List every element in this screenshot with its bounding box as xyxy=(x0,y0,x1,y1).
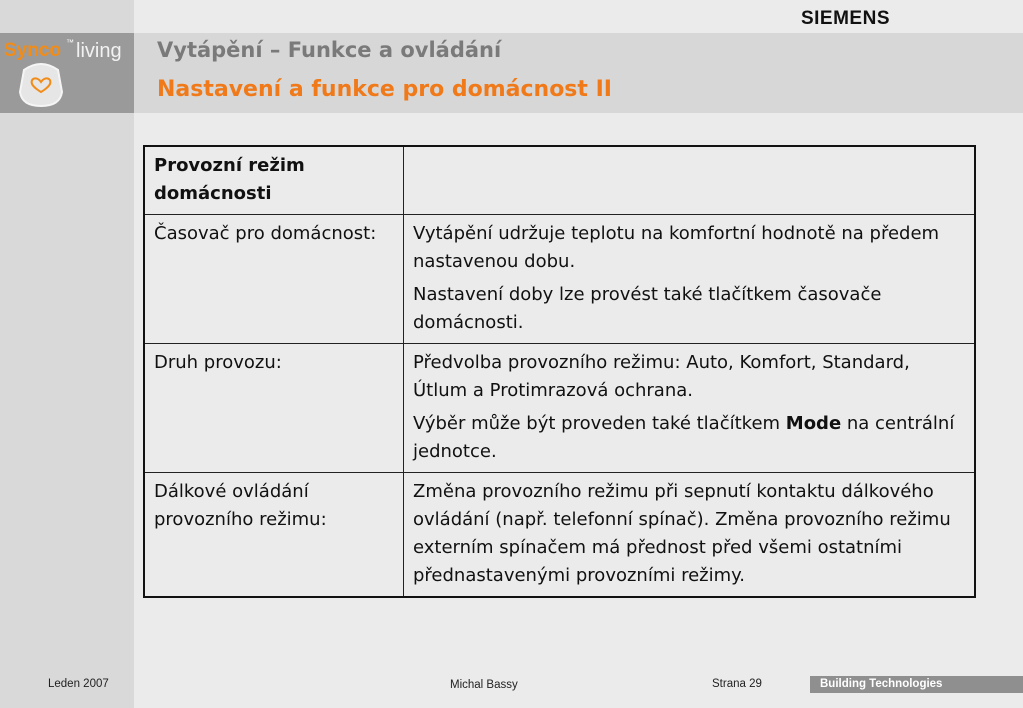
row-paragraph: Předvolba provozního režimu: Auto, Komfort, Standard, Útlum a Protimrazová ochrana. xyxy=(413,352,910,401)
page-subtitle: Nastavení a funkce pro domácnost II xyxy=(157,77,612,102)
table-row xyxy=(144,215,975,344)
logo-synco-text: Synco xyxy=(4,40,62,61)
row-paragraph: Vytápění udržuje teplotu na komfortní hodnotě na předem nastavenou dobu. xyxy=(413,223,940,272)
footer-page-number: Strana 29 xyxy=(712,678,762,690)
row-label-timer: Časovač pro domácnost: xyxy=(144,215,404,344)
heart-emblem-icon xyxy=(16,56,66,108)
footer-author: Michal Bassy xyxy=(450,679,518,691)
text-before-mode: Výběr může být proveden také tlačítkem xyxy=(413,413,786,434)
row-paragraph xyxy=(413,410,965,466)
row-description-timer xyxy=(404,215,976,344)
table-header-row xyxy=(144,146,975,215)
row-paragraph: Nastavení doby lze provést také tlačítkem časovače domácnosti. xyxy=(413,284,882,333)
table-row xyxy=(144,344,975,473)
row-label-remote-control: Dálkové ovládání provozního režimu: xyxy=(144,473,404,598)
top-bar xyxy=(134,0,1023,33)
row-label-operation-mode: Druh provozu: xyxy=(144,344,404,473)
siemens-logo: SIEMENS xyxy=(800,8,890,29)
table-header-label: Provozní režim domácnosti xyxy=(144,146,404,215)
footer-date: Leden 2007 xyxy=(48,678,109,690)
table-row xyxy=(144,473,975,598)
logo-living-text: living xyxy=(76,40,122,62)
row-description-operation-mode xyxy=(404,344,976,473)
logo-trademark: ™ xyxy=(66,38,74,47)
text-after-mode: na centrální jednotce. xyxy=(413,413,955,462)
settings-table xyxy=(143,145,976,598)
footer-division-label: Building Technologies xyxy=(810,676,1023,693)
mode-button-label: Mode xyxy=(785,413,842,434)
row-description-remote-control: Změna provozního režimu při sepnutí kontaktu dálkového ovládání (např. telefonní spínač). Změna provozního režimu externím spínačem má přednost před všemi ostatními přednastavenými provozními režimy. xyxy=(404,473,976,598)
page-title: Vytápění – Funkce a ovládání xyxy=(157,38,502,62)
table-header-value xyxy=(404,146,976,215)
